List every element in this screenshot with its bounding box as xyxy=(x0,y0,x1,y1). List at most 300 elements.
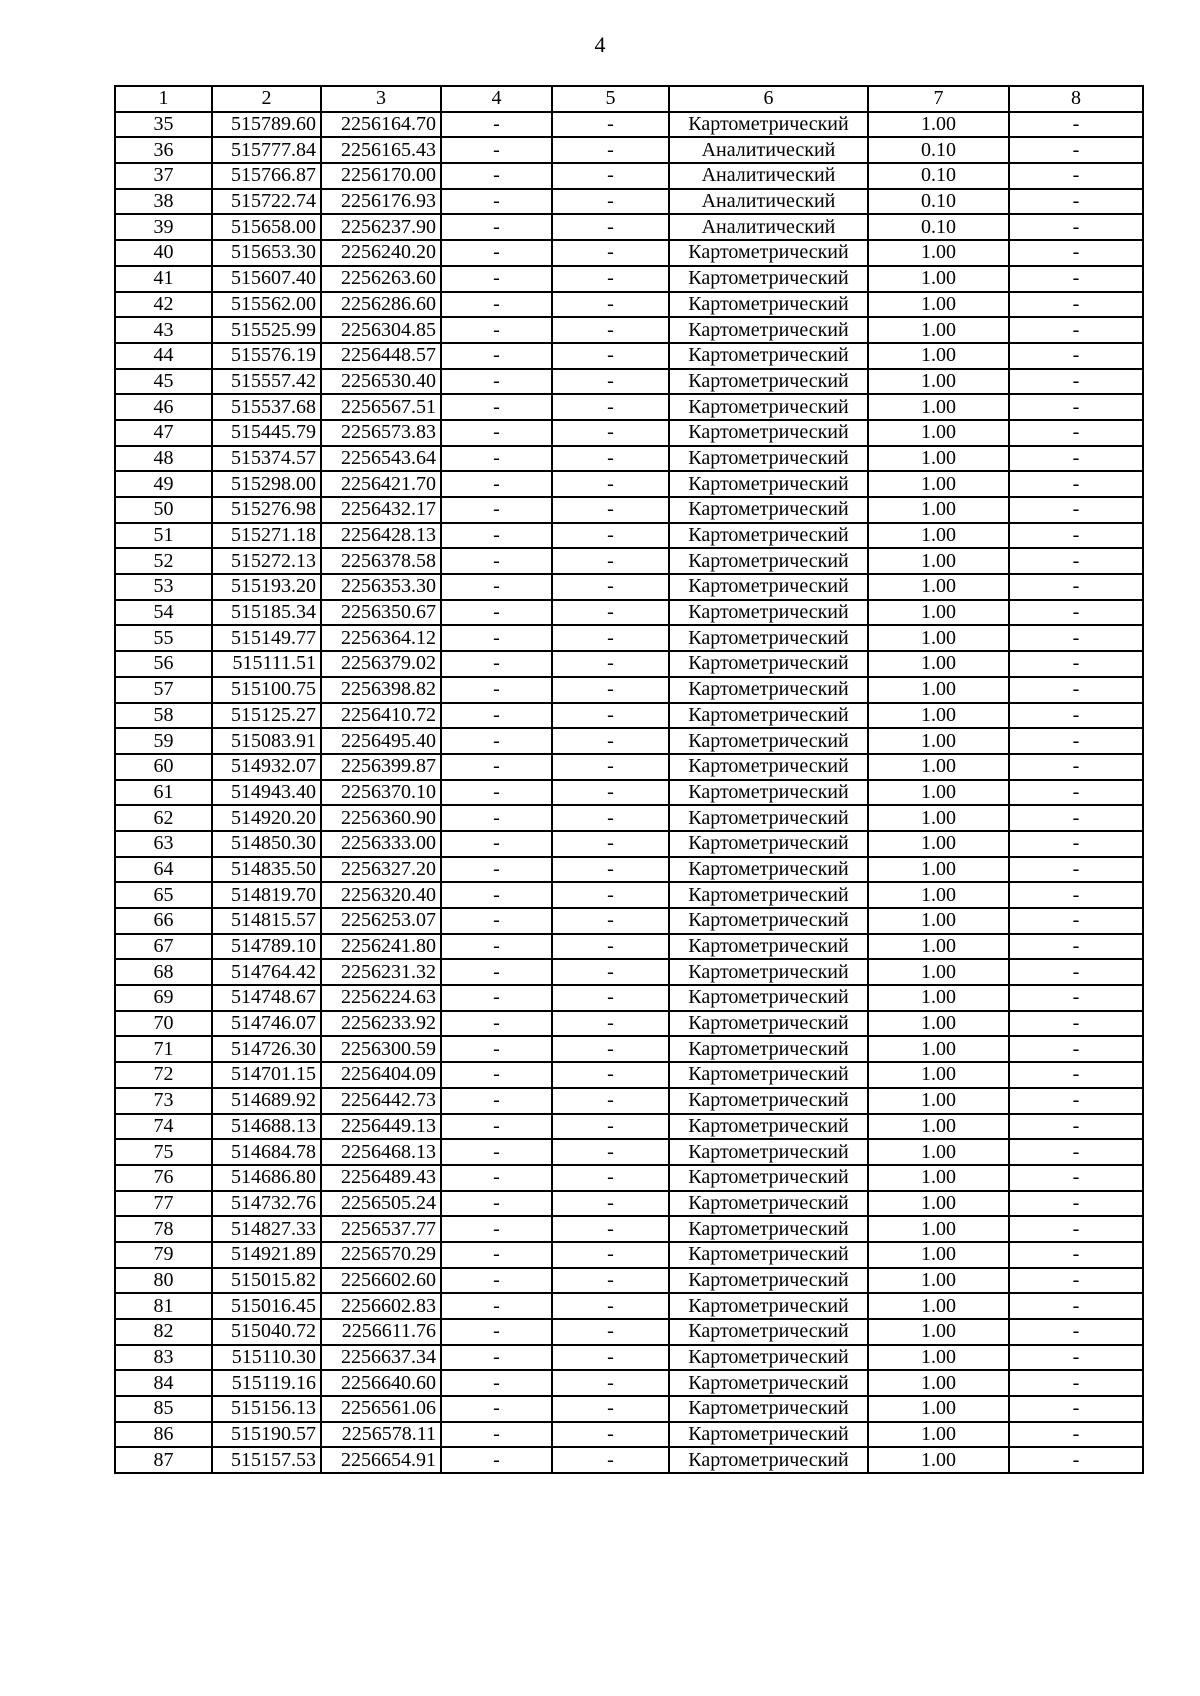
column-4-cell: - xyxy=(441,548,552,574)
y-coordinate-cell: 2256378.58 xyxy=(321,548,441,574)
point-number-cell: 38 xyxy=(115,189,212,215)
point-number-cell: 69 xyxy=(115,985,212,1011)
table-row xyxy=(115,266,1143,292)
column-5-cell: - xyxy=(552,1114,669,1140)
column-header: 1 xyxy=(115,86,212,112)
method-cell: Картометрический xyxy=(669,1088,868,1114)
method-cell: Картометрический xyxy=(669,625,868,651)
x-coordinate-cell: 515125.27 xyxy=(212,703,321,729)
column-5-cell: - xyxy=(552,189,669,215)
point-number-cell: 41 xyxy=(115,266,212,292)
column-4-cell: - xyxy=(441,214,552,240)
x-coordinate-cell: 515537.68 xyxy=(212,394,321,420)
table-row xyxy=(115,651,1143,677)
table-body xyxy=(115,112,1143,1473)
method-cell: Картометрический xyxy=(669,754,868,780)
accuracy-cell: 1.00 xyxy=(868,574,1009,600)
y-coordinate-cell: 2256530.40 xyxy=(321,369,441,395)
column-4-cell: - xyxy=(441,1062,552,1088)
column-8-cell: - xyxy=(1009,189,1143,215)
y-coordinate-cell: 2256537.77 xyxy=(321,1216,441,1242)
column-8-cell: - xyxy=(1009,1370,1143,1396)
method-cell: Картометрический xyxy=(669,651,868,677)
accuracy-cell: 1.00 xyxy=(868,728,1009,754)
point-number-cell: 46 xyxy=(115,394,212,420)
x-coordinate-cell: 515276.98 xyxy=(212,497,321,523)
point-number-cell: 53 xyxy=(115,574,212,600)
table-row xyxy=(115,985,1143,1011)
point-number-cell: 44 xyxy=(115,343,212,369)
column-8-cell: - xyxy=(1009,446,1143,472)
point-number-cell: 61 xyxy=(115,780,212,806)
table-row xyxy=(115,548,1143,574)
y-coordinate-cell: 2256640.60 xyxy=(321,1370,441,1396)
column-5-cell: - xyxy=(552,1396,669,1422)
accuracy-cell: 1.00 xyxy=(868,471,1009,497)
x-coordinate-cell: 515445.79 xyxy=(212,420,321,446)
x-coordinate-cell: 515525.99 xyxy=(212,317,321,343)
point-number-cell: 80 xyxy=(115,1268,212,1294)
column-5-cell: - xyxy=(552,1319,669,1345)
column-4-cell: - xyxy=(441,574,552,600)
y-coordinate-cell: 2256578.11 xyxy=(321,1422,441,1448)
method-cell: Картометрический xyxy=(669,112,868,138)
column-4-cell: - xyxy=(441,112,552,138)
y-coordinate-cell: 2256370.10 xyxy=(321,780,441,806)
column-4-cell: - xyxy=(441,163,552,189)
table-row xyxy=(115,112,1143,138)
accuracy-cell: 0.10 xyxy=(868,163,1009,189)
column-8-cell: - xyxy=(1009,163,1143,189)
y-coordinate-cell: 2256237.90 xyxy=(321,214,441,240)
column-4-cell: - xyxy=(441,831,552,857)
point-number-cell: 47 xyxy=(115,420,212,446)
column-5-cell: - xyxy=(552,1139,669,1165)
column-header: 5 xyxy=(552,86,669,112)
y-coordinate-cell: 2256399.87 xyxy=(321,754,441,780)
accuracy-cell: 1.00 xyxy=(868,1293,1009,1319)
column-5-cell: - xyxy=(552,805,669,831)
column-4-cell: - xyxy=(441,369,552,395)
column-4-cell: - xyxy=(441,934,552,960)
accuracy-cell: 1.00 xyxy=(868,523,1009,549)
table-row xyxy=(115,1062,1143,1088)
accuracy-cell: 1.00 xyxy=(868,677,1009,703)
method-cell: Картометрический xyxy=(669,266,868,292)
method-cell: Аналитический xyxy=(669,137,868,163)
table-row xyxy=(115,600,1143,626)
method-cell: Картометрический xyxy=(669,1216,868,1242)
table-row xyxy=(115,369,1143,395)
x-coordinate-cell: 514732.76 xyxy=(212,1191,321,1217)
method-cell: Картометрический xyxy=(669,1165,868,1191)
x-coordinate-cell: 514815.57 xyxy=(212,908,321,934)
x-coordinate-cell: 515607.40 xyxy=(212,266,321,292)
table-row xyxy=(115,677,1143,703)
y-coordinate-cell: 2256573.83 xyxy=(321,420,441,446)
accuracy-cell: 1.00 xyxy=(868,985,1009,1011)
column-4-cell: - xyxy=(441,1396,552,1422)
y-coordinate-cell: 2256327.20 xyxy=(321,857,441,883)
accuracy-cell: 1.00 xyxy=(868,112,1009,138)
column-5-cell: - xyxy=(552,1370,669,1396)
method-cell: Картометрический xyxy=(669,1422,868,1448)
column-4-cell: - xyxy=(441,420,552,446)
method-cell: Картометрический xyxy=(669,1370,868,1396)
column-5-cell: - xyxy=(552,266,669,292)
column-5-cell: - xyxy=(552,1088,669,1114)
column-4-cell: - xyxy=(441,985,552,1011)
x-coordinate-cell: 515110.30 xyxy=(212,1345,321,1371)
table-row xyxy=(115,1242,1143,1268)
column-4-cell: - xyxy=(441,394,552,420)
point-number-cell: 43 xyxy=(115,317,212,343)
point-number-cell: 83 xyxy=(115,1345,212,1371)
method-cell: Аналитический xyxy=(669,189,868,215)
column-8-cell: - xyxy=(1009,908,1143,934)
accuracy-cell: 1.00 xyxy=(868,703,1009,729)
column-8-cell: - xyxy=(1009,831,1143,857)
y-coordinate-cell: 2256164.70 xyxy=(321,112,441,138)
accuracy-cell: 1.00 xyxy=(868,600,1009,626)
column-8-cell: - xyxy=(1009,137,1143,163)
table-row xyxy=(115,908,1143,934)
column-4-cell: - xyxy=(441,292,552,318)
method-cell: Картометрический xyxy=(669,600,868,626)
method-cell: Картометрический xyxy=(669,1319,868,1345)
column-4-cell: - xyxy=(441,1088,552,1114)
table-row xyxy=(115,625,1143,651)
table-header-row xyxy=(115,86,1143,112)
x-coordinate-cell: 515271.18 xyxy=(212,523,321,549)
column-8-cell: - xyxy=(1009,780,1143,806)
table-row xyxy=(115,1114,1143,1140)
table-row xyxy=(115,292,1143,318)
column-4-cell: - xyxy=(441,1216,552,1242)
point-number-cell: 71 xyxy=(115,1036,212,1062)
table-row xyxy=(115,343,1143,369)
table-row xyxy=(115,189,1143,215)
column-header: 4 xyxy=(441,86,552,112)
point-number-cell: 40 xyxy=(115,240,212,266)
table-row xyxy=(115,805,1143,831)
column-5-cell: - xyxy=(552,1268,669,1294)
column-8-cell: - xyxy=(1009,471,1143,497)
column-5-cell: - xyxy=(552,137,669,163)
column-5-cell: - xyxy=(552,908,669,934)
point-number-cell: 59 xyxy=(115,728,212,754)
column-8-cell: - xyxy=(1009,1062,1143,1088)
point-number-cell: 35 xyxy=(115,112,212,138)
column-4-cell: - xyxy=(441,240,552,266)
point-number-cell: 76 xyxy=(115,1165,212,1191)
column-5-cell: - xyxy=(552,214,669,240)
column-4-cell: - xyxy=(441,523,552,549)
column-8-cell: - xyxy=(1009,1216,1143,1242)
point-number-cell: 45 xyxy=(115,369,212,395)
column-8-cell: - xyxy=(1009,1165,1143,1191)
column-4-cell: - xyxy=(441,1293,552,1319)
column-5-cell: - xyxy=(552,677,669,703)
x-coordinate-cell: 515157.53 xyxy=(212,1447,321,1473)
table-row xyxy=(115,1293,1143,1319)
accuracy-cell: 1.00 xyxy=(868,1268,1009,1294)
column-8-cell: - xyxy=(1009,1011,1143,1037)
x-coordinate-cell: 514684.78 xyxy=(212,1139,321,1165)
y-coordinate-cell: 2256231.32 xyxy=(321,959,441,985)
column-5-cell: - xyxy=(552,240,669,266)
column-8-cell: - xyxy=(1009,754,1143,780)
column-5-cell: - xyxy=(552,1422,669,1448)
column-5-cell: - xyxy=(552,1191,669,1217)
column-4-cell: - xyxy=(441,780,552,806)
y-coordinate-cell: 2256449.13 xyxy=(321,1114,441,1140)
x-coordinate-cell: 514932.07 xyxy=(212,754,321,780)
point-number-cell: 75 xyxy=(115,1139,212,1165)
x-coordinate-cell: 514686.80 xyxy=(212,1165,321,1191)
method-cell: Картометрический xyxy=(669,1447,868,1473)
accuracy-cell: 1.00 xyxy=(868,1370,1009,1396)
column-8-cell: - xyxy=(1009,600,1143,626)
point-number-cell: 70 xyxy=(115,1011,212,1037)
accuracy-cell: 1.00 xyxy=(868,1114,1009,1140)
method-cell: Картометрический xyxy=(669,934,868,960)
column-8-cell: - xyxy=(1009,214,1143,240)
column-5-cell: - xyxy=(552,1165,669,1191)
y-coordinate-cell: 2256602.83 xyxy=(321,1293,441,1319)
y-coordinate-cell: 2256428.13 xyxy=(321,523,441,549)
y-coordinate-cell: 2256398.82 xyxy=(321,677,441,703)
column-5-cell: - xyxy=(552,446,669,472)
table-row xyxy=(115,857,1143,883)
y-coordinate-cell: 2256286.60 xyxy=(321,292,441,318)
x-coordinate-cell: 515766.87 xyxy=(212,163,321,189)
column-8-cell: - xyxy=(1009,112,1143,138)
column-5-cell: - xyxy=(552,394,669,420)
y-coordinate-cell: 2256637.34 xyxy=(321,1345,441,1371)
x-coordinate-cell: 515040.72 xyxy=(212,1319,321,1345)
column-8-cell: - xyxy=(1009,1088,1143,1114)
y-coordinate-cell: 2256570.29 xyxy=(321,1242,441,1268)
method-cell: Картометрический xyxy=(669,1191,868,1217)
column-8-cell: - xyxy=(1009,959,1143,985)
accuracy-cell: 1.00 xyxy=(868,625,1009,651)
x-coordinate-cell: 514746.07 xyxy=(212,1011,321,1037)
accuracy-cell: 1.00 xyxy=(868,831,1009,857)
accuracy-cell: 1.00 xyxy=(868,1242,1009,1268)
column-header: 2 xyxy=(212,86,321,112)
method-cell: Картометрический xyxy=(669,1139,868,1165)
column-5-cell: - xyxy=(552,1345,669,1371)
method-cell: Картометрический xyxy=(669,369,868,395)
column-5-cell: - xyxy=(552,497,669,523)
y-coordinate-cell: 2256304.85 xyxy=(321,317,441,343)
column-8-cell: - xyxy=(1009,574,1143,600)
method-cell: Картометрический xyxy=(669,882,868,908)
x-coordinate-cell: 515083.91 xyxy=(212,728,321,754)
y-coordinate-cell: 2256410.72 xyxy=(321,703,441,729)
accuracy-cell: 1.00 xyxy=(868,1345,1009,1371)
page-number: 4 xyxy=(594,32,606,57)
accuracy-cell: 0.10 xyxy=(868,137,1009,163)
column-4-cell: - xyxy=(441,471,552,497)
accuracy-cell: 1.00 xyxy=(868,1422,1009,1448)
column-header: 7 xyxy=(868,86,1009,112)
column-8-cell: - xyxy=(1009,1293,1143,1319)
accuracy-cell: 1.00 xyxy=(868,394,1009,420)
point-number-cell: 57 xyxy=(115,677,212,703)
table-row xyxy=(115,523,1143,549)
column-8-cell: - xyxy=(1009,523,1143,549)
point-number-cell: 77 xyxy=(115,1191,212,1217)
column-5-cell: - xyxy=(552,369,669,395)
column-5-cell: - xyxy=(552,1036,669,1062)
y-coordinate-cell: 2256432.17 xyxy=(321,497,441,523)
point-number-cell: 42 xyxy=(115,292,212,318)
method-cell: Аналитический xyxy=(669,214,868,240)
y-coordinate-cell: 2256333.00 xyxy=(321,831,441,857)
column-5-cell: - xyxy=(552,420,669,446)
table-row xyxy=(115,240,1143,266)
column-4-cell: - xyxy=(441,908,552,934)
x-coordinate-cell: 514850.30 xyxy=(212,831,321,857)
point-number-cell: 49 xyxy=(115,471,212,497)
column-8-cell: - xyxy=(1009,1422,1143,1448)
column-8-cell: - xyxy=(1009,292,1143,318)
column-4-cell: - xyxy=(441,625,552,651)
x-coordinate-cell: 515111.51 xyxy=(212,651,321,677)
accuracy-cell: 1.00 xyxy=(868,1447,1009,1473)
column-4-cell: - xyxy=(441,1114,552,1140)
y-coordinate-cell: 2256404.09 xyxy=(321,1062,441,1088)
method-cell: Картометрический xyxy=(669,959,868,985)
column-5-cell: - xyxy=(552,882,669,908)
column-4-cell: - xyxy=(441,728,552,754)
point-number-cell: 60 xyxy=(115,754,212,780)
table-row xyxy=(115,1088,1143,1114)
point-number-cell: 74 xyxy=(115,1114,212,1140)
point-number-cell: 72 xyxy=(115,1062,212,1088)
accuracy-cell: 1.00 xyxy=(868,1011,1009,1037)
point-number-cell: 85 xyxy=(115,1396,212,1422)
column-8-cell: - xyxy=(1009,1345,1143,1371)
method-cell: Картометрический xyxy=(669,240,868,266)
accuracy-cell: 1.00 xyxy=(868,959,1009,985)
column-5-cell: - xyxy=(552,703,669,729)
y-coordinate-cell: 2256170.00 xyxy=(321,163,441,189)
x-coordinate-cell: 514943.40 xyxy=(212,780,321,806)
x-coordinate-cell: 515100.75 xyxy=(212,677,321,703)
column-4-cell: - xyxy=(441,959,552,985)
column-5-cell: - xyxy=(552,1447,669,1473)
y-coordinate-cell: 2256350.67 xyxy=(321,600,441,626)
point-number-cell: 62 xyxy=(115,805,212,831)
x-coordinate-cell: 515156.13 xyxy=(212,1396,321,1422)
column-5-cell: - xyxy=(552,1011,669,1037)
column-8-cell: - xyxy=(1009,651,1143,677)
column-5-cell: - xyxy=(552,548,669,574)
column-5-cell: - xyxy=(552,831,669,857)
table-row xyxy=(115,163,1143,189)
x-coordinate-cell: 515149.77 xyxy=(212,625,321,651)
column-8-cell: - xyxy=(1009,1319,1143,1345)
column-4-cell: - xyxy=(441,882,552,908)
method-cell: Картометрический xyxy=(669,805,868,831)
column-5-cell: - xyxy=(552,1242,669,1268)
accuracy-cell: 1.00 xyxy=(868,1319,1009,1345)
y-coordinate-cell: 2256176.93 xyxy=(321,189,441,215)
y-coordinate-cell: 2256240.20 xyxy=(321,240,441,266)
column-8-cell: - xyxy=(1009,266,1143,292)
column-8-cell: - xyxy=(1009,394,1143,420)
y-coordinate-cell: 2256320.40 xyxy=(321,882,441,908)
column-8-cell: - xyxy=(1009,548,1143,574)
column-4-cell: - xyxy=(441,137,552,163)
y-coordinate-cell: 2256505.24 xyxy=(321,1191,441,1217)
accuracy-cell: 1.00 xyxy=(868,1191,1009,1217)
point-number-cell: 67 xyxy=(115,934,212,960)
table-row xyxy=(115,728,1143,754)
column-5-cell: - xyxy=(552,523,669,549)
x-coordinate-cell: 515185.34 xyxy=(212,600,321,626)
accuracy-cell: 1.00 xyxy=(868,1062,1009,1088)
column-4-cell: - xyxy=(441,600,552,626)
point-number-cell: 87 xyxy=(115,1447,212,1473)
column-4-cell: - xyxy=(441,1268,552,1294)
column-8-cell: - xyxy=(1009,934,1143,960)
x-coordinate-cell: 515653.30 xyxy=(212,240,321,266)
table-row xyxy=(115,1268,1143,1294)
column-5-cell: - xyxy=(552,574,669,600)
method-cell: Картометрический xyxy=(669,497,868,523)
table-row xyxy=(115,1191,1143,1217)
column-4-cell: - xyxy=(441,497,552,523)
column-5-cell: - xyxy=(552,651,669,677)
accuracy-cell: 1.00 xyxy=(868,420,1009,446)
y-coordinate-cell: 2256233.92 xyxy=(321,1011,441,1037)
column-4-cell: - xyxy=(441,1422,552,1448)
x-coordinate-cell: 514835.50 xyxy=(212,857,321,883)
x-coordinate-cell: 515562.00 xyxy=(212,292,321,318)
column-5-cell: - xyxy=(552,600,669,626)
method-cell: Картометрический xyxy=(669,1036,868,1062)
table-row xyxy=(115,1447,1143,1473)
column-4-cell: - xyxy=(441,1242,552,1268)
column-5-cell: - xyxy=(552,959,669,985)
method-cell: Картометрический xyxy=(669,446,868,472)
method-cell: Картометрический xyxy=(669,728,868,754)
column-8-cell: - xyxy=(1009,985,1143,1011)
point-number-cell: 55 xyxy=(115,625,212,651)
accuracy-cell: 1.00 xyxy=(868,1088,1009,1114)
x-coordinate-cell: 515557.42 xyxy=(212,369,321,395)
method-cell: Картометрический xyxy=(669,292,868,318)
table-row xyxy=(115,420,1143,446)
x-coordinate-cell: 514819.70 xyxy=(212,882,321,908)
point-number-cell: 78 xyxy=(115,1216,212,1242)
coordinates-table xyxy=(114,85,1144,1474)
table-row xyxy=(115,497,1143,523)
column-5-cell: - xyxy=(552,728,669,754)
point-number-cell: 66 xyxy=(115,908,212,934)
point-number-cell: 63 xyxy=(115,831,212,857)
column-8-cell: - xyxy=(1009,677,1143,703)
point-number-cell: 82 xyxy=(115,1319,212,1345)
table-row xyxy=(115,214,1143,240)
table-row xyxy=(115,959,1143,985)
column-8-cell: - xyxy=(1009,1268,1143,1294)
column-4-cell: - xyxy=(441,1191,552,1217)
